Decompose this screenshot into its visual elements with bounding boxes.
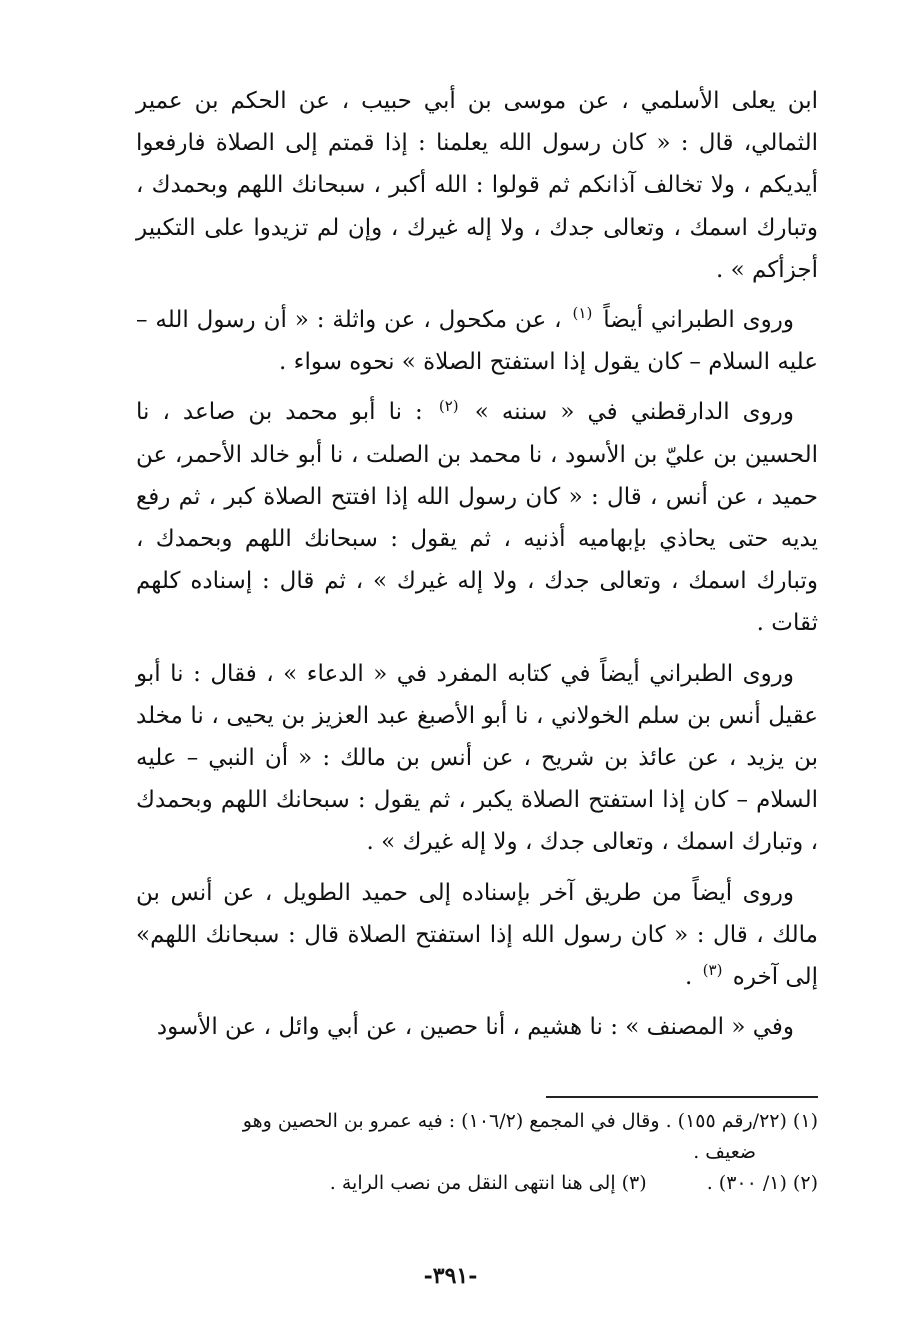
footnote-ref-2[interactable]: (٢): [438, 396, 459, 415]
footnote-1: (١) (٢٢/رقم ١٥٥) . وقال في المجمع (١٠٦/٢) : فيه عمرو بن الحصين وهو: [242, 1110, 818, 1132]
paragraph-5: [136, 872, 818, 999]
footnote-1-continuation: ضعيف .: [693, 1141, 756, 1163]
footnote-3: (٣) إلى هنا انتهى النقل من نصب الراية .: [329, 1172, 647, 1194]
paragraph-6: وفي « المصنف » : نا هشيم ، أنا حصين ، عن أبي وائل ، عن الأسود: [156, 1014, 794, 1041]
paragraph-5-text-b: .: [685, 964, 693, 991]
paragraph-2: [136, 299, 818, 383]
paragraph-4: وروى الطبراني أيضاً في كتابه المفرد في « الدعاء » ، فقال : نا أبو عقيل أنس بن سلم الخولاني ، نا أبو الأصبغ عبد العزيز بن يحيى ، نا مخلد بن يزيد ، عن عائذ بن شريح ، عن أنس بن مالك : « أن النبي – عليه السلام – كان إذا استفتح الصلاة يكبر ، ثم يقول : سبحانك اللهم وبحمدك ، وتبارك اسمك ، وتعالى جدك ، ولا إله غيرك » .: [136, 660, 818, 856]
footnote-ref-3[interactable]: (٣): [702, 961, 723, 980]
footnote-2: (٢) (١/ ٣٠٠) .: [706, 1172, 818, 1194]
page-number: -٣٩١-: [423, 1263, 478, 1289]
footnotes: [136, 1106, 818, 1199]
paragraph-1: ابن يعلى الأسلمي ، عن موسى بن أبي حبيب ، عن الحكم بن عمير الثمالي، قال : « كان رسول الله يعلمنا : إذا قمتم إلى الصلاة فارفعوا أيديكم ، ولا تخالف آذانكم ثم قولوا : الله أكبر ، سبحانك اللهم وبحمدك ، وتبارك اسمك ، وتعالى جدك ، ولا إله غيرك ، وإن لم تزيدوا على التكبير أجزأكم » .: [136, 88, 818, 283]
main-text: [136, 80, 818, 1056]
footnote-ref-1[interactable]: (١): [572, 304, 593, 323]
paragraph-2-text-b: ، عن مكحول ، عن واثلة : « أن رسول الله – عليه السلام – كان يقول إذا استفتح الصلاة » نحوه سواء .: [136, 307, 818, 376]
paragraph-3-text-b: : نا أبو محمد بن صاعد ، نا الحسين بن عليّ بن الأسود ، نا محمد بن الصلت ، نا أبو خالد الأحمر، عن حميد ، عن أنس ، قال : « كان رسول الله إذا افتتح الصلاة كبر ، ثم رفع يديه حتى يحاذي بإبهاميه أذنيه ، ثم يقول : سبحانك اللهم وبحمدك ، وتبارك اسمك ، وتعالى جدك ، ولا إله غيرك » ، ثم قال : إسناده كلهم ثقات .: [136, 399, 818, 637]
paragraph-5-text-a: وروى أيضاً من طريق آخر بإسناده إلى حميد الطويل ، عن أنس بن مالك ، قال : « كان رسول الله إذا استفتح الصلاة قال : سبحانك اللهم» إلى آخره: [136, 879, 818, 991]
paragraph-3-text-a: وروى الدارقطني في « سننه »: [474, 399, 795, 426]
paragraph-2-text-a: وروى الطبراني أيضاً: [603, 307, 795, 334]
footnotes-2-3-row: [136, 1168, 818, 1199]
paragraph-3: [136, 391, 818, 644]
footnote-separator: [546, 1096, 818, 1098]
